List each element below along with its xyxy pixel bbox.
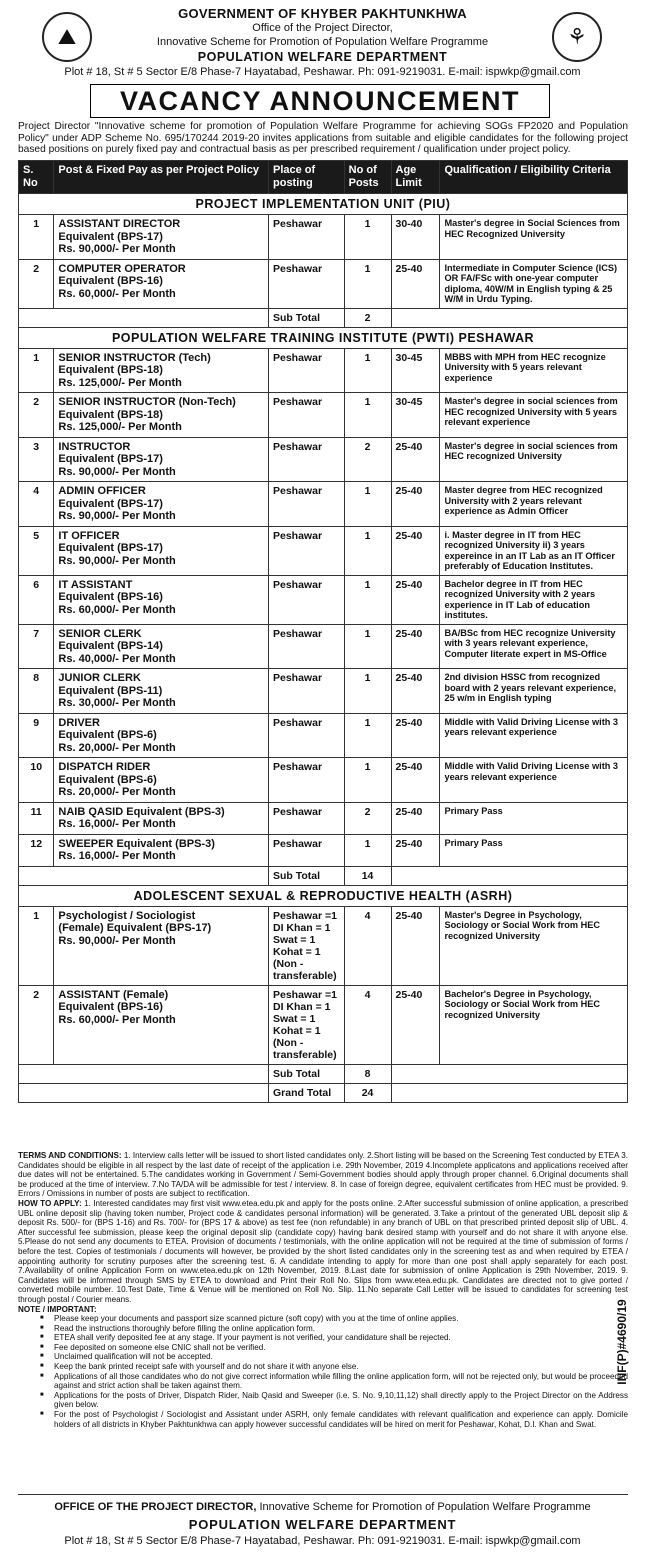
row-sno: 11 — [19, 802, 54, 834]
row-age: 25-40 — [391, 482, 440, 527]
row-age: 30-45 — [391, 348, 440, 393]
row-post — [54, 669, 269, 714]
provincial-seal-icon: ⛰ — [42, 12, 92, 62]
row-age: 25-40 — [391, 834, 440, 866]
note-item: ■ Unclaimed qualification will not be accepted. — [18, 1352, 628, 1362]
table-row — [19, 393, 628, 438]
post-line: Equivalent (BPS-18) — [58, 364, 163, 376]
row-post — [54, 802, 269, 834]
row-age: 25-40 — [391, 526, 440, 575]
header-place: Place of posting — [269, 161, 345, 194]
row-post — [54, 624, 269, 669]
row-posts: 1 — [344, 713, 391, 758]
post-line: Rs. 90,000/- Per Month — [58, 465, 176, 478]
row-posts: 2 — [344, 802, 391, 834]
table-row — [19, 348, 628, 393]
row-sno: 4 — [19, 482, 54, 527]
note-label: NOTE / IMPORTANT: — [18, 1304, 97, 1314]
row-criteria: Master's degree in social sciences from HEC recognized University with 5 years relevant experience — [440, 393, 628, 438]
row-posts: 4 — [344, 906, 391, 985]
row-place: Peshawar — [269, 669, 345, 714]
post-line: Rs. 16,000/- Per Month — [58, 818, 176, 830]
post-line: Rs. 125,000/- Per Month — [58, 376, 182, 389]
row-posts: 1 — [344, 215, 391, 260]
row-criteria: Primary Pass — [440, 834, 628, 866]
terms-block — [18, 1151, 628, 1429]
post-line: Equivalent (BPS-16) — [58, 591, 163, 603]
subtotal-label: Sub Total — [269, 1064, 345, 1083]
blank-cell — [391, 1064, 628, 1083]
table-row — [19, 802, 628, 834]
terms-text: 1. Interview calls letter will be issued to short listed candidates only. 2.Short listing will be based on the Screening Test conducted by ETEA 3. Candidates should be eligible in all respect by the last date of receipt of the application i.e. 29th November, 2019 4.Incomplete applicatons and applications received after due dates will not be entertained. 5.The candidates working in Government / Semi-Government bodies should apply through proper channel. 6.Original documents shall be produced at the time of interview. 7.No TA/DA will be admissible for test / interview. 8. In case of foreign degree, equivalent certificates from HEC must be provided. 9. Errors / Omissions in number of posts are subject to rectification. — [18, 1151, 628, 1199]
vacancy-table — [18, 160, 628, 1103]
blank-cell — [19, 1064, 269, 1083]
table-row — [19, 259, 628, 308]
table-row — [19, 215, 628, 260]
row-place: Peshawar — [269, 624, 345, 669]
row-sno: 2 — [19, 393, 54, 438]
row-post — [54, 985, 269, 1064]
post-line: DISPATCH RIDER — [58, 761, 151, 773]
post-line: Rs. 20,000/- Per Month — [58, 786, 176, 798]
post-line: Rs. 16,000/- Per Month — [58, 850, 176, 862]
table-row — [19, 482, 628, 527]
post-line: SENIOR INSTRUCTOR (Tech) — [58, 351, 211, 364]
section-title: POPULATION WELFARE TRAINING INSTITUTE (PWTI) PESHAWAR — [19, 327, 628, 348]
section-row — [19, 327, 628, 348]
row-criteria: Master's degree in Social Sciences from HEC Recognized University — [440, 215, 628, 260]
row-age: 25-40 — [391, 713, 440, 758]
subtotal-label: Sub Total — [269, 308, 345, 327]
post-line: Equivalent (BPS-18) — [58, 408, 163, 421]
blank-cell — [19, 1083, 269, 1102]
row-posts: 1 — [344, 526, 391, 575]
post-line: INSTRUCTOR — [58, 440, 131, 453]
footer-divider — [18, 1494, 628, 1495]
note-item: ■ Keep the bank printed receipt safe with yourself and do not share it with anyone else. — [18, 1362, 628, 1372]
row-age: 25-40 — [391, 437, 440, 482]
header-sno: S. No — [19, 161, 54, 194]
row-posts: 2 — [344, 437, 391, 482]
post-line: Equivalent (BPS-16) — [58, 275, 163, 287]
row-place: Peshawar =1 DI Khan = 1 Swat = 1 Kohat = 1 (Non - transferable) — [269, 906, 345, 985]
footer-department: POPULATION WELFARE DEPARTMENT — [188, 1517, 457, 1532]
row-sno: 10 — [19, 758, 54, 803]
post-line: COMPUTER OPERATOR — [58, 262, 186, 275]
row-criteria: Bachelor's Degree in Psychology, Sociology or Social Work from HEC recognized University — [440, 985, 628, 1064]
row-criteria: Primary Pass — [440, 802, 628, 834]
how-text: 1. Interested candidates may first visit www.etea.edu.pk and apply for the posts online. 2.After successful submission of online application, a prescribed UBL online deposit slip (having token number, Project code & candidates personal information) will be generated. 3.Take a printout of the generated UBL deposit slip & deposit Rs. 500/- for (BPS 1-16) and Rs. 700/- for (BPS 17 & above) as test fee (non refundable) in any branch of UBL on that prescribed printed deposit slip of UBL. 4. After successful fee submission, please keep the original deposit slip (candidate copy) having bank desired stamp with yourself and do not share it with anyone else. 5.Please do not send any documents to ETEA. Provision of documents / testimonials, with the online application will not be required at the time of submission of forms / before the test. Copies of testimonials / documents will however, be provided by the short listed candidates only in the screening test as and when required by ETEA / appointing authority for scrutiny purposes after the screening test. 6. A candidate intending to apply for more than one post shall apply separately for each post. 7.Availability of online Application Form on www.etea.edu.pk on 12th November, 2019. 8.Last date for submission of online Application is 29th November, 2019. 9. Candidates will be informed through SMS by ETEA to download and Print their Roll No. Slips from www.etea.edu.pk. Candidates are directed not to give ported / converted mobile number. 10.Test Date, Time & Venue will be mentioned on Roll No. Slip. 11.No separate Call Letter will be issued to candidates for screening test through postal / Courier means. — [18, 1198, 629, 1304]
inf-number — [612, 1285, 632, 1405]
table-row — [19, 758, 628, 803]
row-posts: 1 — [344, 259, 391, 308]
row-posts: 1 — [344, 834, 391, 866]
row-criteria: 2nd division HSSC from recognized board with 2 years relevant experience, 25 w/m in English typing — [440, 669, 628, 714]
row-criteria: Middle with Valid Driving License with 3 years relevant experience — [440, 713, 628, 758]
header-posts: No of Posts — [344, 161, 391, 194]
notes-list — [18, 1314, 628, 1429]
section-row — [19, 885, 628, 906]
subtotal-value: 2 — [344, 308, 391, 327]
row-criteria: Master's degree in social sciences from HEC recognized University — [440, 437, 628, 482]
row-post — [54, 906, 269, 985]
subtotal-row — [19, 308, 628, 327]
scheme-line: Innovative Scheme for Promotion of Population Welfare Programme — [156, 36, 489, 48]
table-row — [19, 624, 628, 669]
post-line: Equivalent (BPS-6) — [58, 773, 157, 786]
row-criteria: Master degree from HEC recognized University with 2 years relevant experience as Admin Officer — [440, 482, 628, 527]
address-line: Plot # 18, St # 5 Sector E/8 Phase-7 Hayatabad, Peshawar. Ph: 091-9219031. E-mail: ispwkp@gmail.com — [64, 66, 581, 78]
row-posts: 1 — [344, 624, 391, 669]
row-age: 25-40 — [391, 758, 440, 803]
post-line: Rs. 90,000/- Per Month — [58, 554, 176, 567]
blank-cell — [19, 308, 269, 327]
row-posts: 1 — [344, 758, 391, 803]
table-row — [19, 575, 628, 624]
row-age: 25-40 — [391, 985, 440, 1064]
letterhead — [0, 0, 645, 82]
row-post — [54, 482, 269, 527]
subtotal-value: 14 — [344, 866, 391, 885]
blank-cell — [19, 866, 269, 885]
row-criteria: i. Master degree in IT from HEC recognized University ii) 3 years expereince in an IT Lab as an IT Officer preferably of Education Institutes. — [440, 526, 628, 575]
how-label: HOW TO APPLY: — [18, 1198, 82, 1208]
row-age: 25-40 — [391, 575, 440, 624]
row-criteria: Intermediate in Computer Science (ICS) OR FA/FSc with one-year computer diploma, 40W/M in English typing & 25 W/M in Urdu Typing. — [440, 259, 628, 308]
row-place: Peshawar — [269, 575, 345, 624]
row-post — [54, 215, 269, 260]
post-line: JUNIOR CLERK — [58, 672, 141, 684]
row-place: Peshawar — [269, 437, 345, 482]
row-sno: 2 — [19, 259, 54, 308]
subtotal-value: 8 — [344, 1064, 391, 1083]
post-line: Equivalent (BPS-16) — [58, 1001, 163, 1013]
note-item: ■ Fee deposited on someone else CNIC shall not be verified. — [18, 1343, 628, 1353]
row-age: 25-40 — [391, 259, 440, 308]
row-post — [54, 526, 269, 575]
post-line: Rs. 90,000/- Per Month — [58, 243, 176, 255]
row-age: 30-40 — [391, 215, 440, 260]
blank-cell — [391, 866, 628, 885]
terms-conditions — [18, 1151, 628, 1199]
post-line: SENIOR INSTRUCTOR (Non-Tech) — [58, 396, 236, 408]
row-age: 25-40 — [391, 906, 440, 985]
row-age: 30-45 — [391, 393, 440, 438]
row-sno: 3 — [19, 437, 54, 482]
blank-cell — [391, 308, 628, 327]
blank-cell — [391, 1083, 628, 1102]
subtotal-row — [19, 866, 628, 885]
row-posts: 1 — [344, 348, 391, 393]
note-item: ■ Applications for the posts of Driver, Dispatch Rider, Naib Qasid and Sweeper (i.e. S. No. 9,10,11,12) shall directly apply to the Project Director on the Address given below. — [18, 1391, 628, 1410]
note-heading — [18, 1305, 628, 1315]
intro-paragraph: Project Director "Innovative scheme for promotion of Population Welfare Programme for achieving SOGs FP2020 and Population Policy" under ADP Scheme No. 695/170244 2019-20 invites applications from suitable and eligible candidates for the following project based positions on purely fixed pay and contractual basis as per prescribed requirement / qualification under project policy. — [18, 121, 628, 155]
row-sno: 2 — [19, 985, 54, 1064]
section-title: PROJECT IMPLEMENTATION UNIT (PIU) — [19, 194, 628, 215]
govt-title: GOVERNMENT OF KHYBER PAKHTUNKHWA — [178, 6, 467, 21]
post-line: NAIB QASID Equivalent (BPS-3) — [58, 805, 225, 818]
table-header-row — [19, 161, 628, 194]
footer-office-rest: Innovative Scheme for Promotion of Population Welfare Programme — [256, 1501, 591, 1513]
department-line: POPULATION WELFARE DEPARTMENT — [197, 50, 448, 64]
post-line: (Female) Equivalent (BPS-17) — [58, 922, 212, 934]
note-item: ■ For the post of Psychologist / Sociologist and Assistant under ASRH, only female candidates with relevant qualification and experience can apply. Domicile holders of all districts in Khyber Pakhtunkhwa can apply however successful candidates will be hired on merit for Peshawar, Kohat, D.I. Khan and Swat. — [18, 1410, 628, 1429]
grand-total-label: Grand Total — [269, 1083, 345, 1102]
post-line: Rs. 40,000/- Per Month — [58, 652, 176, 665]
table-row — [19, 526, 628, 575]
row-place: Peshawar — [269, 393, 345, 438]
how-to-apply — [18, 1199, 628, 1305]
grand-total-row — [19, 1083, 628, 1102]
row-place: Peshawar =1 DI Khan = 1 Swat = 1 Kohat = 1 (Non - transferable) — [269, 985, 345, 1064]
post-line: Equivalent (BPS-11) — [58, 684, 163, 697]
office-line: Office of the Project Director, — [252, 22, 393, 34]
post-line: SENIOR CLERK — [58, 627, 142, 640]
row-criteria: MBBS with MPH from HEC recognize University with 5 years relevant experience — [440, 348, 628, 393]
note-item: ■ ETEA shall verify deposited fee at any stage. If your payment is not verified, your candidature shall be rejected. — [18, 1333, 628, 1343]
row-post — [54, 758, 269, 803]
post-line: IT ASSISTANT — [58, 578, 133, 591]
table-row — [19, 669, 628, 714]
grand-total-value: 24 — [344, 1083, 391, 1102]
row-place: Peshawar — [269, 758, 345, 803]
header-criteria: Qualification / Eligibility Criteria — [440, 161, 628, 194]
row-post — [54, 437, 269, 482]
row-place: Peshawar — [269, 215, 345, 260]
inf-text: INF(P)#4690/19 — [615, 1299, 629, 1385]
section-row — [19, 194, 628, 215]
post-line: Rs. 90,000/- Per Month — [58, 934, 176, 947]
section-title: ADOLESCENT SEXUAL & REPRODUCTIVE HEALTH (ASRH) — [19, 885, 628, 906]
post-line: SWEEPER Equivalent (BPS-3) — [58, 837, 215, 850]
row-sno: 6 — [19, 575, 54, 624]
row-place: Peshawar — [269, 482, 345, 527]
post-line: Equivalent (BPS-6) — [58, 729, 157, 741]
footer-office — [0, 1501, 645, 1513]
row-post — [54, 348, 269, 393]
row-posts: 1 — [344, 482, 391, 527]
post-line: Rs. 30,000/- Per Month — [58, 697, 176, 709]
row-place: Peshawar — [269, 348, 345, 393]
row-posts: 1 — [344, 669, 391, 714]
department-logo-icon: ⚘ — [552, 12, 602, 62]
header-post: Post & Fixed Pay as per Project Policy — [54, 161, 269, 194]
post-line: ASSISTANT (Female) — [58, 988, 169, 1001]
row-place: Peshawar — [269, 802, 345, 834]
post-line: Rs. 20,000/- Per Month — [58, 741, 176, 754]
post-line: ADMIN OFFICER — [58, 485, 146, 497]
table-row — [19, 985, 628, 1064]
table-body — [19, 194, 628, 1103]
note-item: ■ Please keep your documents and passport size scanned picture (soft copy) with you at the time of online applies. — [18, 1314, 628, 1324]
row-post — [54, 259, 269, 308]
post-line: Equivalent (BPS-17) — [58, 542, 163, 554]
footer-office-bold: OFFICE OF THE PROJECT DIRECTOR, — [54, 1501, 257, 1513]
row-age: 25-40 — [391, 624, 440, 669]
post-line: Equivalent (BPS-14) — [58, 640, 163, 652]
post-line: Equivalent (BPS-17) — [58, 230, 163, 243]
post-line: Equivalent (BPS-17) — [58, 497, 163, 510]
row-criteria: BA/BSc from HEC recognize University with 3 years relevant experience, Computer literate expert in MS-Office — [440, 624, 628, 669]
row-place: Peshawar — [269, 526, 345, 575]
header-age: Age Limit — [391, 161, 440, 194]
post-line: ASSISTANT DIRECTOR — [58, 218, 181, 230]
post-line: Psychologist / Sociologist — [58, 909, 196, 922]
post-line: Rs. 60,000/- Per Month — [58, 287, 176, 300]
row-criteria: Master's Degree in Psychology, Sociology or Social Work from HEC recognized University — [440, 906, 628, 985]
post-line: Rs. 90,000/- Per Month — [58, 510, 176, 522]
note-item: ■ Read the instructions thoroughly before filling the online application form. — [18, 1324, 628, 1334]
row-posts: 1 — [344, 393, 391, 438]
post-line: DRIVER — [58, 716, 100, 729]
row-criteria: Middle with Valid Driving License with 3 years relevant experience — [440, 758, 628, 803]
subtotal-label: Sub Total — [269, 866, 345, 885]
row-age: 25-40 — [391, 802, 440, 834]
row-post — [54, 575, 269, 624]
row-place: Peshawar — [269, 834, 345, 866]
row-posts: 1 — [344, 575, 391, 624]
footer-address: Plot # 18, St # 5 Sector E/8 Phase-7 Hayatabad, Peshawar. Ph: 091-9219031. E-mail: ispwkp@gmail.com — [64, 1535, 581, 1547]
terms-label: TERMS AND CONDITIONS: — [18, 1151, 122, 1160]
post-line: Rs. 60,000/- Per Month — [58, 603, 176, 616]
row-sno: 9 — [19, 713, 54, 758]
table-row — [19, 834, 628, 866]
row-post — [54, 393, 269, 438]
row-sno: 7 — [19, 624, 54, 669]
row-place: Peshawar — [269, 713, 345, 758]
row-post — [54, 834, 269, 866]
table-row — [19, 437, 628, 482]
row-criteria: Bachelor degree in IT from HEC recognized University with 2 years experience in IT Lab of education institutes. — [440, 575, 628, 624]
row-sno: 12 — [19, 834, 54, 866]
row-sno: 8 — [19, 669, 54, 714]
row-place: Peshawar — [269, 259, 345, 308]
table-row — [19, 906, 628, 985]
row-age: 25-40 — [391, 669, 440, 714]
row-sno: 1 — [19, 215, 54, 260]
post-line: Rs. 60,000/- Per Month — [58, 1013, 176, 1026]
row-posts: 4 — [344, 985, 391, 1064]
row-post — [54, 713, 269, 758]
post-line: Equivalent (BPS-17) — [58, 453, 163, 465]
subtotal-row — [19, 1064, 628, 1083]
row-sno: 1 — [19, 906, 54, 985]
row-sno: 5 — [19, 526, 54, 575]
table-row — [19, 713, 628, 758]
note-item: ■ Applications of all those candidates who do not give correct information while filling the online application form, will not be rejected only, but would be proceeded against and strict action shall be taken against them. — [18, 1372, 628, 1391]
row-sno: 1 — [19, 348, 54, 393]
vacancy-banner: VACANCY ANNOUNCEMENT — [90, 84, 550, 118]
post-line: IT OFFICER — [58, 529, 120, 542]
post-line: Rs. 125,000/- Per Month — [58, 421, 182, 433]
